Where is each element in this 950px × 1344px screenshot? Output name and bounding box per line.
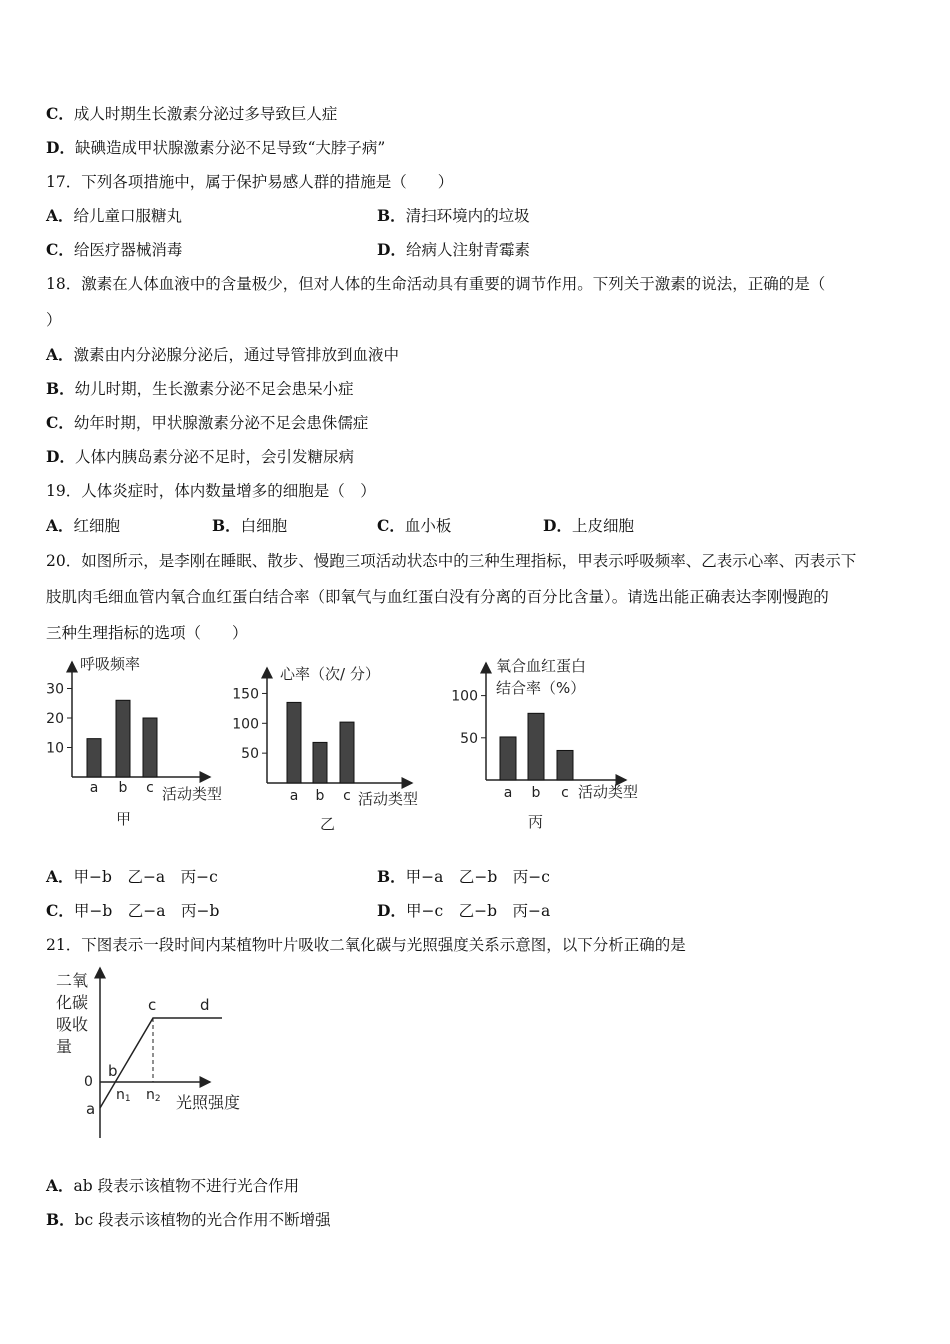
q18-option-b: B．幼儿时期，生长激素分泌不足会患呆小症 xyxy=(46,379,354,398)
q19-option-b: B．白细胞 xyxy=(212,516,288,535)
q20-option-d: D．甲−c 乙−b 丙−a xyxy=(377,901,551,920)
q19-option-a: A．红细胞 xyxy=(46,516,121,535)
q17-option-a: A．给儿童口服糖丸 xyxy=(46,206,183,225)
q21-point-a: a xyxy=(86,1100,96,1118)
chart-yi-bar-c xyxy=(340,722,354,783)
chart-yi-bar-b xyxy=(313,742,327,783)
chart-bing-bar-c xyxy=(557,750,573,780)
q21-origin-label: 0 xyxy=(84,1074,93,1090)
chart-yi-xlabel: 活动类型 xyxy=(358,790,419,808)
q20-option-b: B．甲−a 乙−b 丙−c xyxy=(377,867,550,886)
q21-tick-n1: n1 xyxy=(116,1087,131,1104)
q21-option-b: B．bc 段表示该植物的光合作用不断增强 xyxy=(46,1210,331,1229)
chart-bing-ylabel-line1: 氧合血红蛋白 xyxy=(496,657,587,675)
chart-bing-xlabel: 活动类型 xyxy=(578,783,639,801)
chart-yi-ylabel: 心率（次/ 分） xyxy=(280,665,380,683)
q21-line-graph xyxy=(0,960,300,1140)
q21-ylabel-1: 二氧 xyxy=(56,971,89,990)
chart-yi-category-label: c xyxy=(343,788,351,804)
chart-jia-title: 甲 xyxy=(116,810,132,828)
q18-option-d: D．人体内胰岛素分泌不足时，会引发糖尿病 xyxy=(46,447,354,466)
chart-jia-ytick-label: 30 xyxy=(46,681,64,698)
q18-stem-line1: 18．激素在人体血液中的含量极少，但对人体的生命活动具有重要的调节作用。下列关于激素的说法，正确的是（ xyxy=(46,275,826,293)
chart-bing-bar-a xyxy=(500,737,516,780)
chart-bing-ylabel-line2: 结合率（%） xyxy=(496,679,586,697)
q21-option-a: A．ab 段表示该植物不进行光合作用 xyxy=(46,1176,300,1195)
chart-jia-category-label: b xyxy=(118,780,128,796)
q19-stem: 19．人体炎症时，体内数量增多的细胞是（ ） xyxy=(46,482,376,500)
q20-stem-line3: 三种生理指标的选项（ ） xyxy=(46,624,248,642)
q21-ylabel-3: 吸收 xyxy=(56,1015,89,1034)
chart-bing-category-label: b xyxy=(531,785,541,801)
q21-ylabel-4: 量 xyxy=(56,1037,73,1056)
chart-jia-bar-b xyxy=(116,700,130,777)
chart-yi-title: 乙 xyxy=(320,815,336,833)
chart-bing-bar-b xyxy=(528,713,544,780)
chart-bing xyxy=(451,657,638,831)
chart-bing-category-label: a xyxy=(503,785,513,801)
q20-option-c: C．甲−b 乙−a 丙−b xyxy=(46,901,220,920)
chart-jia-category-label: c xyxy=(146,780,154,796)
chart-jia-category-label: a xyxy=(89,780,99,796)
q20-bar-charts xyxy=(0,648,950,848)
chart-jia xyxy=(46,655,222,828)
q19-option-d: D．上皮细胞 xyxy=(543,516,634,535)
q21-ylabel-2: 化碳 xyxy=(56,993,89,1012)
q20-stem-line1: 20．如图所示，是李刚在睡眠、散步、慢跑三项活动状态中的三种生理指标，甲表示呼吸频率、乙表示心率、丙表示下 xyxy=(46,552,857,570)
chart-bing-title: 丙 xyxy=(528,813,544,831)
prev-option-c: C．成人时期生长激素分泌过多导致巨人症 xyxy=(46,104,338,123)
q19-option-c: C．血小板 xyxy=(377,516,452,535)
chart-jia-ytick-label: 20 xyxy=(46,711,64,727)
chart-yi xyxy=(232,665,418,833)
chart-jia-bar-a xyxy=(87,739,101,777)
chart-jia-ylabel: 呼吸频率 xyxy=(80,655,141,673)
q17-option-b: B．清扫环境内的垃圾 xyxy=(377,206,530,225)
q21-point-b: b xyxy=(108,1062,118,1080)
chart-yi-ytick-label: 100 xyxy=(232,716,259,733)
chart-yi-category-label: a xyxy=(289,788,299,804)
q21-xlabel: 光照强度 xyxy=(176,1093,241,1112)
chart-yi-ytick-label: 150 xyxy=(232,686,259,703)
q21-tick-n2: n2 xyxy=(146,1087,161,1104)
chart-bing-ytick-label: 50 xyxy=(460,730,478,747)
chart-yi-category-label: b xyxy=(315,788,325,804)
q17-option-d: D．给病人注射青霉素 xyxy=(377,240,530,259)
q21-point-d: d xyxy=(200,996,210,1014)
chart-jia-bar-c xyxy=(143,718,157,777)
q21-stem: 21．下图表示一段时间内某植物叶片吸收二氧化碳与光照强度关系示意图，以下分析正确的是 xyxy=(46,936,686,954)
q17-option-c: C．给医疗器械消毒 xyxy=(46,240,183,259)
q18-option-c: C．幼年时期，甲状腺激素分泌不足会患侏儒症 xyxy=(46,413,369,432)
chart-yi-ytick-label: 50 xyxy=(241,746,259,763)
chart-bing-ytick-label: 100 xyxy=(451,688,478,705)
chart-bing-category-label: c xyxy=(561,785,569,801)
q20-stem-line2: 肢肌肉毛细血管内氧合血红蛋白结合率（即氧气与血红蛋白没有分离的百分比含量）。请选出能正确表达李刚慢跑的 xyxy=(46,588,829,606)
q18-option-a: A．激素由内分泌腺分泌后，通过导管排放到血液中 xyxy=(46,345,400,364)
chart-yi-bar-a xyxy=(287,702,301,783)
q17-stem: 17．下列各项措施中，属于保护易感人群的措施是（ ） xyxy=(46,173,454,191)
q21-point-c: c xyxy=(148,996,157,1014)
prev-option-d: D．缺碘造成甲状腺激素分泌不足导致“大脖子病” xyxy=(46,138,386,157)
q18-stem-line2: ） xyxy=(46,311,62,329)
chart-jia-ytick-label: 10 xyxy=(46,740,64,757)
chart-jia-xlabel: 活动类型 xyxy=(162,785,223,803)
q20-option-a: A．甲−b 乙−a 丙−c xyxy=(46,867,218,886)
